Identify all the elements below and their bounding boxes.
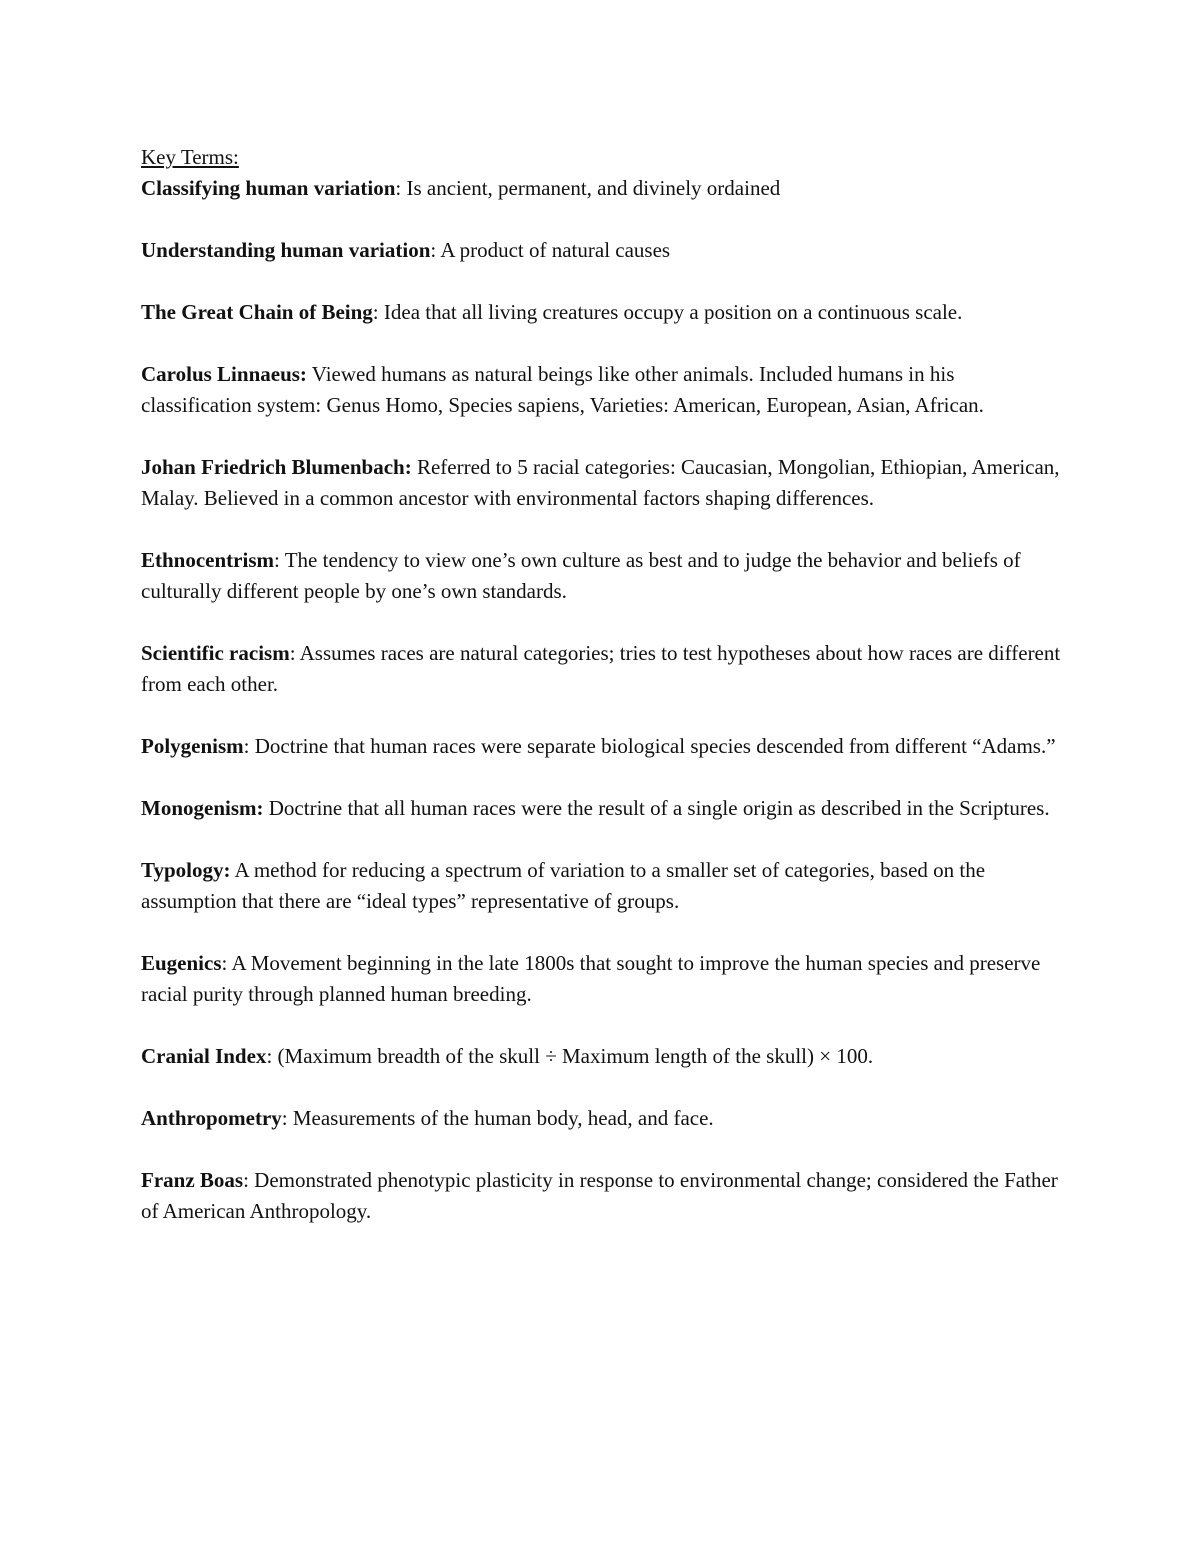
term-separator: : — [395, 176, 402, 200]
term-separator: : — [289, 641, 296, 665]
term-ethnocentrism — [141, 545, 1061, 607]
term-name: Understanding human variation — [141, 238, 431, 262]
term-separator: : — [430, 238, 437, 262]
term-definition: Doctrine that human races were separate biological species descended from different “Adams.” — [249, 734, 1056, 758]
term-definition: A Movement beginning in the late 1800s that sought to improve the human species and preserve racial purity through planned human breeding. — [141, 951, 1041, 1006]
term-blumenbach — [141, 452, 1061, 514]
term-monogenism — [141, 793, 1061, 824]
term-name: Anthropometry — [141, 1106, 282, 1130]
term-name: Monogenism: — [141, 796, 264, 820]
term-name: The Great Chain of Being — [141, 300, 373, 324]
term-polygenism — [141, 731, 1061, 762]
term-typology — [141, 855, 1061, 917]
term-name: Franz Boas — [141, 1168, 244, 1192]
term-definition: Doctrine that all human races were the result of a single origin as described in the Scriptures. — [263, 796, 1050, 820]
term-name: Carolus Linnaeus: — [141, 362, 307, 386]
term-franz-boas — [141, 1165, 1061, 1227]
term-name: Classifying human variation — [141, 176, 396, 200]
term-definition: The tendency to view one’s own culture as best and to judge the behavior and beliefs of culturally different people by one’s own standards. — [141, 548, 1021, 603]
term-name: Ethnocentrism — [141, 548, 274, 572]
term-definition: (Maximum breadth of the skull ÷ Maximum length of the skull) × 100. — [272, 1044, 874, 1068]
term-definition: Referred to 5 racial categories: Caucasian, Mongolian, Ethiopian, American, Malay. Believed in a common ancestor with environmental factors shaping differences. — [141, 455, 1060, 510]
term-definition: Idea that all living creatures occupy a position on a continuous scale. — [378, 300, 963, 324]
term-separator: : — [243, 734, 250, 758]
term-separator: : — [281, 1106, 288, 1130]
term-separator: : — [266, 1044, 273, 1068]
term-name: Typology: — [141, 858, 231, 882]
term-separator: : — [221, 951, 228, 975]
term-definition: Demonstrated phenotypic plasticity in response to environmental change; considered the Father of American Anthropology. — [141, 1168, 1058, 1223]
term-name: Eugenics — [141, 951, 222, 975]
term-classifying-human-variation — [141, 173, 1061, 204]
term-anthropometry — [141, 1103, 1061, 1134]
term-carolus-linnaeus — [141, 359, 1061, 421]
term-definition: A method for reducing a spectrum of variation to a smaller set of categories, based on the assumption that there are “ideal types” representative of groups. — [141, 858, 986, 913]
term-name: Cranial Index — [141, 1044, 267, 1068]
document-page — [141, 142, 1061, 1258]
term-great-chain-of-being — [141, 297, 1061, 328]
term-eugenics — [141, 948, 1061, 1010]
term-scientific-racism — [141, 638, 1061, 700]
term-name: Polygenism — [141, 734, 244, 758]
term-definition: Is ancient, permanent, and divinely ordained — [401, 176, 781, 200]
term-separator: : — [243, 1168, 249, 1192]
term-name: Scientific racism — [141, 641, 290, 665]
term-separator: : — [274, 548, 280, 572]
term-definition: A product of natural causes — [436, 238, 671, 262]
page-heading: Key Terms: — [141, 145, 239, 169]
term-definition: Measurements of the human body, head, and face. — [287, 1106, 714, 1130]
term-separator: : — [372, 300, 379, 324]
term-understanding-human-variation — [141, 235, 1061, 266]
term-definition: Viewed humans as natural beings like other animals. Included humans in his classification system: Genus Homo, Species sapiens, Varieties: American, European, Asian, African. — [141, 362, 984, 417]
term-definition: Assumes races are natural categories; tries to test hypotheses about how races are different from each other. — [141, 641, 1061, 696]
term-name: Johan Friedrich Blumenbach: — [141, 455, 412, 479]
term-cranial-index — [141, 1041, 1061, 1072]
